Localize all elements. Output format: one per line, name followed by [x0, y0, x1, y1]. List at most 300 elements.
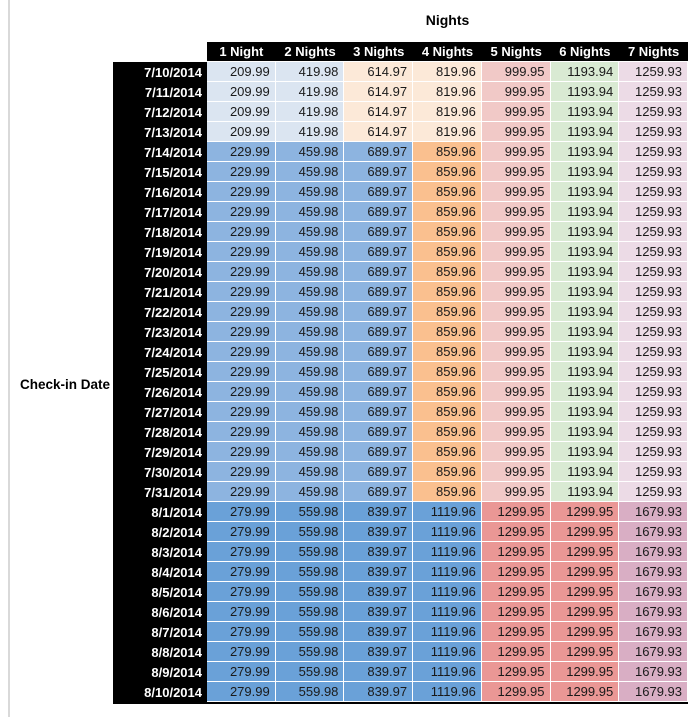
price-cell[interactable]: 1679.93 [619, 522, 688, 542]
price-cell[interactable]: 229.99 [207, 382, 276, 402]
price-cell[interactable]: 999.95 [482, 402, 551, 422]
price-cell[interactable]: 859.96 [413, 402, 482, 422]
price-cell[interactable]: 229.99 [207, 142, 276, 162]
checkin-date-cell[interactable]: 7/21/2014 [113, 282, 207, 302]
price-cell[interactable]: 419.98 [276, 62, 345, 82]
price-cell[interactable]: 279.99 [207, 662, 276, 682]
price-cell[interactable]: 229.99 [207, 242, 276, 262]
price-cell[interactable]: 689.97 [344, 462, 413, 482]
price-cell[interactable]: 1299.95 [551, 682, 620, 702]
table-row [113, 242, 688, 262]
table-row [113, 302, 688, 322]
checkin-date-cell[interactable]: 7/27/2014 [113, 402, 207, 422]
price-cell[interactable]: 559.98 [276, 642, 345, 662]
price-cell[interactable]: 1299.95 [551, 522, 620, 542]
price-cell[interactable]: 229.99 [207, 302, 276, 322]
price-cell[interactable]: 459.98 [276, 442, 345, 462]
checkin-date-cell[interactable]: 8/10/2014 [113, 682, 207, 702]
checkin-date-cell[interactable]: 7/15/2014 [113, 162, 207, 182]
price-cell[interactable]: 1679.93 [619, 682, 688, 702]
price-cell[interactable]: 1119.96 [413, 562, 482, 582]
price-table-body [113, 62, 688, 702]
price-cell[interactable]: 1299.95 [482, 682, 551, 702]
table-row [113, 282, 688, 302]
price-cell[interactable]: 1119.96 [413, 622, 482, 642]
price-cell[interactable]: 419.98 [276, 82, 345, 102]
price-cell[interactable]: 559.98 [276, 662, 345, 682]
checkin-date-cell[interactable]: 7/10/2014 [113, 62, 207, 82]
price-cell[interactable]: 419.98 [276, 122, 345, 142]
price-cell[interactable]: 689.97 [344, 242, 413, 262]
price-cell[interactable]: 1193.94 [551, 142, 620, 162]
price-cell[interactable]: 1259.93 [619, 362, 688, 382]
price-cell[interactable]: 859.96 [413, 302, 482, 322]
price-cell[interactable]: 999.95 [482, 482, 551, 502]
checkin-date-cell[interactable]: 7/26/2014 [113, 382, 207, 402]
price-cell[interactable]: 819.96 [413, 62, 482, 82]
price-cell[interactable]: 1119.96 [413, 582, 482, 602]
price-cell[interactable]: 999.95 [482, 162, 551, 182]
price-cell[interactable]: 999.95 [482, 242, 551, 262]
checkin-date-cell[interactable]: 7/18/2014 [113, 222, 207, 242]
price-cell[interactable]: 279.99 [207, 522, 276, 542]
column-header-3-nights[interactable]: 3 Nights [344, 42, 413, 62]
checkin-date-cell[interactable]: 8/7/2014 [113, 622, 207, 642]
price-cell[interactable]: 229.99 [207, 342, 276, 362]
price-cell[interactable]: 859.96 [413, 322, 482, 342]
price-cell[interactable]: 999.95 [482, 182, 551, 202]
price-cell[interactable]: 1299.95 [482, 662, 551, 682]
price-cell[interactable]: 859.96 [413, 182, 482, 202]
price-cell[interactable]: 999.95 [482, 282, 551, 302]
table-row [113, 102, 688, 122]
price-cell[interactable]: 1259.93 [619, 242, 688, 262]
price-cell[interactable]: 1193.94 [551, 122, 620, 142]
column-header-7-nights[interactable]: 7 Nights [619, 42, 688, 62]
price-cell[interactable]: 1119.96 [413, 522, 482, 542]
price-cell[interactable]: 614.97 [344, 62, 413, 82]
price-cell[interactable]: 1193.94 [551, 182, 620, 202]
price-cell[interactable]: 1193.94 [551, 322, 620, 342]
price-cell[interactable]: 839.97 [344, 662, 413, 682]
price-cell[interactable]: 839.97 [344, 542, 413, 562]
price-cell[interactable]: 229.99 [207, 222, 276, 242]
price-cell[interactable]: 1119.96 [413, 542, 482, 562]
price-cell[interactable]: 689.97 [344, 262, 413, 282]
table-row [113, 402, 688, 422]
price-cell[interactable]: 614.97 [344, 82, 413, 102]
price-cell[interactable]: 229.99 [207, 282, 276, 302]
price-cell[interactable]: 859.96 [413, 142, 482, 162]
price-cell[interactable]: 1299.95 [482, 522, 551, 542]
price-cell[interactable]: 1259.93 [619, 182, 688, 202]
price-cell[interactable]: 1193.94 [551, 402, 620, 422]
price-cell[interactable]: 459.98 [276, 322, 345, 342]
price-cell[interactable]: 559.98 [276, 682, 345, 702]
price-cell[interactable]: 999.95 [482, 462, 551, 482]
price-cell[interactable]: 209.99 [207, 122, 276, 142]
checkin-date-cell[interactable]: 8/8/2014 [113, 642, 207, 662]
checkin-date-cell[interactable]: 7/29/2014 [113, 442, 207, 462]
table-row [113, 342, 688, 362]
price-cell[interactable]: 1193.94 [551, 282, 620, 302]
page-edge-divider [8, 0, 10, 717]
checkin-date-cell[interactable]: 7/13/2014 [113, 122, 207, 142]
price-cell[interactable]: 1119.96 [413, 662, 482, 682]
table-row [113, 482, 688, 502]
column-header-6-nights[interactable]: 6 Nights [551, 42, 620, 62]
price-cell[interactable]: 1193.94 [551, 462, 620, 482]
price-cell[interactable]: 999.95 [482, 142, 551, 162]
price-cell[interactable]: 1193.94 [551, 62, 620, 82]
table-row [113, 542, 688, 562]
price-cell[interactable]: 999.95 [482, 422, 551, 442]
price-cell[interactable]: 1259.93 [619, 402, 688, 422]
corner-cell [113, 42, 207, 62]
column-header-1-nights[interactable]: 1 Night [207, 42, 276, 62]
price-cell[interactable]: 689.97 [344, 222, 413, 242]
price-cell[interactable]: 1299.95 [482, 542, 551, 562]
price-cell[interactable]: 1299.95 [551, 602, 620, 622]
price-cell[interactable]: 859.96 [413, 482, 482, 502]
price-cell[interactable]: 1679.93 [619, 542, 688, 562]
price-cell[interactable]: 1679.93 [619, 502, 688, 522]
price-cell[interactable]: 1259.93 [619, 162, 688, 182]
checkin-date-cell[interactable]: 8/2/2014 [113, 522, 207, 542]
price-cell[interactable]: 859.96 [413, 242, 482, 262]
price-cell[interactable]: 1299.95 [482, 562, 551, 582]
price-cell[interactable]: 819.96 [413, 122, 482, 142]
price-cell[interactable]: 1193.94 [551, 422, 620, 442]
price-cell[interactable]: 459.98 [276, 342, 345, 362]
table-row [113, 142, 688, 162]
price-cell[interactable]: 1259.93 [619, 262, 688, 282]
price-cell[interactable]: 839.97 [344, 622, 413, 642]
price-table-header [113, 42, 688, 62]
table-row [113, 562, 688, 582]
price-cell[interactable]: 839.97 [344, 522, 413, 542]
checkin-date-cell[interactable]: 7/14/2014 [113, 142, 207, 162]
price-cell[interactable]: 209.99 [207, 82, 276, 102]
price-cell[interactable]: 689.97 [344, 342, 413, 362]
price-cell[interactable]: 1259.93 [619, 382, 688, 402]
price-cell[interactable]: 459.98 [276, 262, 345, 282]
price-cell[interactable]: 1259.93 [619, 82, 688, 102]
table-row [113, 622, 688, 642]
price-cell[interactable]: 859.96 [413, 162, 482, 182]
price-cell[interactable]: 459.98 [276, 142, 345, 162]
price-cell[interactable]: 1259.93 [619, 342, 688, 362]
price-cell[interactable]: 279.99 [207, 542, 276, 562]
price-cell[interactable]: 999.95 [482, 382, 551, 402]
price-cell[interactable]: 1193.94 [551, 262, 620, 282]
price-cell[interactable]: 1259.93 [619, 122, 688, 142]
checkin-date-cell[interactable]: 8/5/2014 [113, 582, 207, 602]
checkin-date-cell[interactable]: 8/3/2014 [113, 542, 207, 562]
table-row [113, 582, 688, 602]
price-cell[interactable]: 859.96 [413, 422, 482, 442]
price-cell[interactable]: 1679.93 [619, 562, 688, 582]
price-cell[interactable]: 459.98 [276, 202, 345, 222]
table-row [113, 382, 688, 402]
price-cell[interactable]: 279.99 [207, 682, 276, 702]
price-cell[interactable]: 1679.93 [619, 642, 688, 662]
price-cell[interactable]: 459.98 [276, 162, 345, 182]
price-cell[interactable]: 859.96 [413, 362, 482, 382]
price-cell[interactable]: 1299.95 [482, 602, 551, 622]
price-cell[interactable]: 859.96 [413, 382, 482, 402]
price-cell[interactable]: 1259.93 [619, 302, 688, 322]
price-cell[interactable]: 1119.96 [413, 502, 482, 522]
price-cell[interactable]: 1259.93 [619, 462, 688, 482]
price-cell[interactable]: 859.96 [413, 282, 482, 302]
price-cell[interactable]: 229.99 [207, 202, 276, 222]
price-cell[interactable]: 1193.94 [551, 482, 620, 502]
price-cell[interactable]: 419.98 [276, 102, 345, 122]
table-row [113, 82, 688, 102]
price-cell[interactable]: 999.95 [482, 262, 551, 282]
price-cell[interactable]: 689.97 [344, 202, 413, 222]
price-cell[interactable]: 459.98 [276, 402, 345, 422]
price-cell[interactable]: 1193.94 [551, 222, 620, 242]
price-cell[interactable]: 689.97 [344, 322, 413, 342]
price-cell[interactable]: 1193.94 [551, 342, 620, 362]
price-cell[interactable]: 689.97 [344, 162, 413, 182]
price-cell[interactable]: 459.98 [276, 482, 345, 502]
checkin-date-cell[interactable]: 7/25/2014 [113, 362, 207, 382]
price-cell[interactable]: 819.96 [413, 102, 482, 122]
table-row [113, 322, 688, 342]
price-cell[interactable]: 279.99 [207, 602, 276, 622]
price-cell[interactable]: 859.96 [413, 202, 482, 222]
price-cell[interactable]: 1299.95 [551, 502, 620, 522]
price-cell[interactable]: 459.98 [276, 182, 345, 202]
price-cell[interactable]: 1193.94 [551, 382, 620, 402]
price-cell[interactable]: 459.98 [276, 282, 345, 302]
table-row [113, 422, 688, 442]
price-cell[interactable]: 1193.94 [551, 362, 620, 382]
table-row [113, 662, 688, 682]
table-row [113, 362, 688, 382]
checkin-date-cell[interactable]: 8/1/2014 [113, 502, 207, 522]
price-cell[interactable]: 459.98 [276, 382, 345, 402]
price-cell[interactable]: 859.96 [413, 342, 482, 362]
price-cell[interactable]: 1193.94 [551, 202, 620, 222]
price-cell[interactable]: 999.95 [482, 222, 551, 242]
table-row [113, 122, 688, 142]
price-cell[interactable]: 559.98 [276, 502, 345, 522]
price-cell[interactable]: 689.97 [344, 482, 413, 502]
price-cell[interactable]: 1259.93 [619, 482, 688, 502]
checkin-date-cell[interactable]: 7/12/2014 [113, 102, 207, 122]
price-cell[interactable]: 559.98 [276, 542, 345, 562]
price-cell[interactable]: 859.96 [413, 442, 482, 462]
price-cell[interactable]: 999.95 [482, 122, 551, 142]
price-cell[interactable]: 689.97 [344, 442, 413, 462]
price-cell[interactable]: 1299.95 [551, 662, 620, 682]
price-cell[interactable]: 999.95 [482, 362, 551, 382]
price-cell[interactable]: 209.99 [207, 62, 276, 82]
price-cell[interactable]: 229.99 [207, 442, 276, 462]
price-cell[interactable]: 689.97 [344, 422, 413, 442]
price-cell[interactable]: 689.97 [344, 302, 413, 322]
price-cell[interactable]: 279.99 [207, 642, 276, 662]
price-cell[interactable]: 1299.95 [551, 562, 620, 582]
price-cell[interactable]: 1193.94 [551, 302, 620, 322]
checkin-date-cell[interactable]: 7/28/2014 [113, 422, 207, 442]
checkin-date-cell[interactable]: 8/4/2014 [113, 562, 207, 582]
checkin-date-cell[interactable]: 7/23/2014 [113, 322, 207, 342]
price-cell[interactable]: 559.98 [276, 622, 345, 642]
price-cell[interactable]: 999.95 [482, 62, 551, 82]
price-cell[interactable]: 279.99 [207, 502, 276, 522]
table-row [113, 602, 688, 622]
price-cell[interactable]: 459.98 [276, 302, 345, 322]
price-cell[interactable]: 689.97 [344, 382, 413, 402]
price-cell[interactable]: 1193.94 [551, 242, 620, 262]
price-cell[interactable]: 1259.93 [619, 62, 688, 82]
price-cell[interactable]: 689.97 [344, 282, 413, 302]
price-cell[interactable]: 559.98 [276, 562, 345, 582]
price-cell[interactable]: 839.97 [344, 682, 413, 702]
price-cell[interactable]: 459.98 [276, 222, 345, 242]
checkin-date-cell[interactable]: 7/11/2014 [113, 82, 207, 102]
price-cell[interactable]: 209.99 [207, 102, 276, 122]
price-cell[interactable]: 229.99 [207, 482, 276, 502]
price-cell[interactable]: 839.97 [344, 602, 413, 622]
price-cell[interactable]: 459.98 [276, 242, 345, 262]
price-cell[interactable]: 614.97 [344, 102, 413, 122]
price-cell[interactable]: 229.99 [207, 402, 276, 422]
price-cell[interactable]: 689.97 [344, 362, 413, 382]
price-cell[interactable]: 1299.95 [482, 642, 551, 662]
price-cell[interactable]: 279.99 [207, 582, 276, 602]
price-cell[interactable]: 1299.95 [482, 622, 551, 642]
price-cell[interactable]: 819.96 [413, 82, 482, 102]
price-cell[interactable]: 1299.95 [551, 642, 620, 662]
checkin-date-cell[interactable]: 7/24/2014 [113, 342, 207, 362]
price-cell[interactable]: 559.98 [276, 522, 345, 542]
checkin-date-cell[interactable]: 7/20/2014 [113, 262, 207, 282]
table-row [113, 62, 688, 82]
price-table-container [113, 42, 688, 704]
price-cell[interactable]: 1679.93 [619, 662, 688, 682]
price-cell[interactable]: 1259.93 [619, 142, 688, 162]
price-cell[interactable]: 559.98 [276, 602, 345, 622]
header-row [113, 42, 688, 62]
price-cell[interactable]: 999.95 [482, 322, 551, 342]
price-cell[interactable]: 1119.96 [413, 602, 482, 622]
price-cell[interactable]: 1259.93 [619, 102, 688, 122]
price-cell[interactable]: 1193.94 [551, 102, 620, 122]
price-cell[interactable]: 229.99 [207, 362, 276, 382]
table-row [113, 442, 688, 462]
price-cell[interactable]: 1299.95 [551, 622, 620, 642]
price-cell[interactable]: 839.97 [344, 582, 413, 602]
price-cell[interactable]: 689.97 [344, 142, 413, 162]
price-cell[interactable]: 229.99 [207, 462, 276, 482]
price-cell[interactable]: 279.99 [207, 622, 276, 642]
price-cell[interactable]: 229.99 [207, 422, 276, 442]
price-cell[interactable]: 229.99 [207, 162, 276, 182]
price-cell[interactable]: 689.97 [344, 402, 413, 422]
price-cell[interactable]: 839.97 [344, 502, 413, 522]
price-cell[interactable]: 1193.94 [551, 442, 620, 462]
checkin-date-cell[interactable]: 7/31/2014 [113, 482, 207, 502]
price-cell[interactable]: 1119.96 [413, 682, 482, 702]
table-row [113, 502, 688, 522]
column-header-4-nights[interactable]: 4 Nights [413, 42, 482, 62]
price-cell[interactable]: 859.96 [413, 462, 482, 482]
checkin-date-cell[interactable]: 8/9/2014 [113, 662, 207, 682]
price-cell[interactable]: 1299.95 [482, 582, 551, 602]
price-cell[interactable]: 1259.93 [619, 202, 688, 222]
price-cell[interactable]: 1193.94 [551, 82, 620, 102]
table-row [113, 642, 688, 662]
checkin-date-cell[interactable]: 7/30/2014 [113, 462, 207, 482]
checkin-date-cell[interactable]: 7/19/2014 [113, 242, 207, 262]
price-cell[interactable]: 1119.96 [413, 642, 482, 662]
price-cell[interactable]: 1259.93 [619, 222, 688, 242]
price-cell[interactable]: 1679.93 [619, 602, 688, 622]
price-cell[interactable]: 999.95 [482, 302, 551, 322]
checkin-date-cell[interactable]: 7/17/2014 [113, 202, 207, 222]
checkin-date-cell[interactable]: 8/6/2014 [113, 602, 207, 622]
price-cell[interactable]: 1299.95 [482, 502, 551, 522]
price-cell[interactable]: 279.99 [207, 562, 276, 582]
price-cell[interactable]: 459.98 [276, 362, 345, 382]
price-cell[interactable]: 1679.93 [619, 622, 688, 642]
price-cell[interactable]: 459.98 [276, 422, 345, 442]
column-header-5-nights[interactable]: 5 Nights [482, 42, 551, 62]
price-cell[interactable]: 229.99 [207, 262, 276, 282]
price-cell[interactable]: 1679.93 [619, 582, 688, 602]
price-cell[interactable]: 229.99 [207, 322, 276, 342]
price-cell[interactable]: 689.97 [344, 182, 413, 202]
price-cell[interactable]: 999.95 [482, 202, 551, 222]
table-row [113, 462, 688, 482]
nights-axis-title: Nights [425, 12, 470, 28]
price-cell[interactable]: 1259.93 [619, 322, 688, 342]
price-cell[interactable]: 559.98 [276, 582, 345, 602]
price-cell[interactable]: 1193.94 [551, 162, 620, 182]
price-cell[interactable]: 1299.95 [551, 542, 620, 562]
price-cell[interactable]: 614.97 [344, 122, 413, 142]
checkin-date-cell[interactable]: 7/22/2014 [113, 302, 207, 322]
price-cell[interactable]: 999.95 [482, 442, 551, 462]
price-cell[interactable]: 1259.93 [619, 282, 688, 302]
table-row [113, 182, 688, 202]
price-cell[interactable]: 1299.95 [551, 582, 620, 602]
column-header-2-nights[interactable]: 2 Nights [276, 42, 345, 62]
price-cell[interactable]: 1259.93 [619, 422, 688, 442]
price-cell[interactable]: 839.97 [344, 642, 413, 662]
price-cell[interactable]: 999.95 [482, 82, 551, 102]
price-cell[interactable]: 859.96 [413, 262, 482, 282]
price-cell[interactable]: 1259.93 [619, 442, 688, 462]
price-cell[interactable]: 859.96 [413, 222, 482, 242]
table-row [113, 202, 688, 222]
price-cell[interactable]: 999.95 [482, 342, 551, 362]
price-cell[interactable]: 839.97 [344, 562, 413, 582]
table-row [113, 682, 688, 702]
price-cell[interactable]: 459.98 [276, 462, 345, 482]
table-row [113, 522, 688, 542]
price-cell[interactable]: 999.95 [482, 102, 551, 122]
checkin-date-cell[interactable]: 7/16/2014 [113, 182, 207, 202]
price-cell[interactable]: 229.99 [207, 182, 276, 202]
table-row [113, 262, 688, 282]
